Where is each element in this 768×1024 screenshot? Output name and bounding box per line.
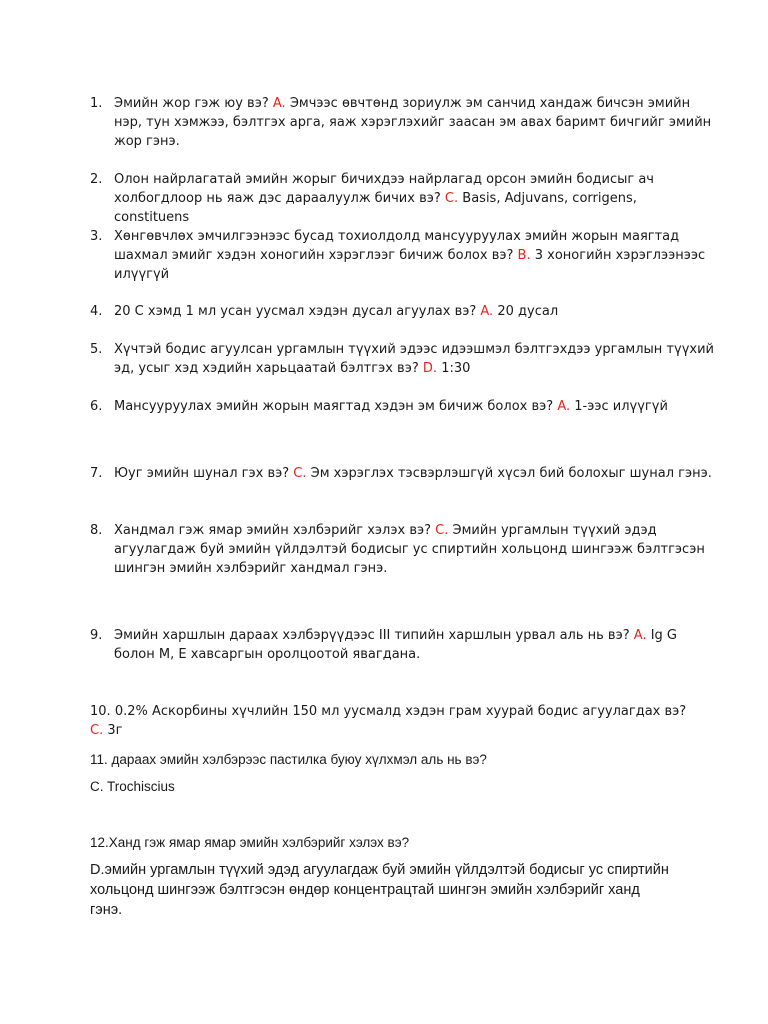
question-body: Мансууруулах эмийн жорын маягтад хэдэн эм бичиж болох вэ? [114,399,554,414]
answer-text: Эмчээс өвчтөнд зориулж эм санчид хандаж бичсэн эмийн нэр, тун хэмжээ, бэлтгэх арга, яаж хэрэглэхийг заасан эм авах баримт бичгийг эмийн жор гэнэ. [114,96,712,149]
answer-letter: A. [272,96,286,111]
answer-letter: A. [480,304,494,319]
question-number: 1. [90,96,103,111]
question-number: 9. [90,628,103,643]
question-number: 4. [90,304,103,319]
answer-text: D.эмийн ургамлын түүхий эдэд агуулагдаж буй эмийн үйлдэлтэй бодисыг ус спиртийн хольцонд шингээж бэлтгэсэн өндөр концентрацтай шингэн эмийн хэлбэрийг ханд гэнэ. [90,862,669,918]
question-body: 0.2% Аскорбины хүчлийн 150 мл уусмалд хэдэн грам хуурай бодис агуулагдах вэ? [114,704,687,719]
answer-letter: A. [557,399,571,414]
question-number: 2. [90,172,103,187]
answer-letter: C. [293,466,307,481]
answer-text: 20 дусал [497,304,559,319]
answer-letter: C. [435,523,449,538]
answer-text: Эм хэрэглэх тэсвэрлэшгүй хүсэл бий болохыг шунал гэнэ. [310,466,712,481]
question-text: 12.Ханд гэж ямар ямар эмийн хэлбэрийг хэлэх вэ? [90,835,410,850]
question-number: 5. [90,342,103,357]
question-number: 7. [90,466,103,481]
question-text [114,521,714,578]
question-body: Хүчтэй бодис агуулсан ургамлын түүхий эдээс идээшмэл бэлтгэхдээ ургамлын түүхий эд, усыг хэд хэдийн харьцаатай бэлтгэх вэ? [114,342,714,376]
question-number: 3. [90,229,103,244]
question-text [114,397,714,416]
question-text [114,340,714,378]
answer-text: 3г [107,723,123,738]
question-body: Эмийн жор гэж юу вэ? [114,96,269,111]
answer-text: C. Trochiscius [90,779,175,794]
answer-text: Basis, Adjuvans, corrigens, constituens [114,191,637,225]
question-text [114,94,714,151]
answer-letter: D. [422,361,438,376]
question-body: Юуг эмийн шунал гэх вэ? [114,466,290,481]
question-text [114,464,714,483]
question-text [114,626,714,664]
answer-letter: C. [90,723,104,738]
question-text [114,170,714,227]
answer-letter: A. [633,628,647,643]
question-number: 10. [90,704,111,719]
answer-text: Эмийн ургамлын түүхий эдэд агуулагдаж буй эмийн үйлдэлтэй бодисыг ус спиртийн хольцонд шингээж бэлтгэсэн шингэн эмийн хэлбэрийг хандмал гэнэ. [114,523,705,576]
question-text [114,227,714,284]
question-text: 11. дараах эмийн хэлбэрээс пастилка буюу хүлхмэл аль нь вэ? [90,752,487,767]
question-body: Хөнгөвчлөх эмчилгээнээс бусад тохиолдолд мансууруулах эмийн жорын маягтад шахмал эмийг хэдэн хоногийн хэрэглээг бичиж болох вэ? [114,229,680,263]
answer-text: 1:30 [441,361,471,376]
question-number: 6. [90,399,103,414]
answer-letter: B. [517,248,531,263]
question-text [114,302,714,321]
question-number: 8. [90,523,103,538]
question-body: 20 С хэмд 1 мл усан уусмал хэдэн дусал агуулах вэ? [114,304,477,319]
question-body: Олон найрлагатай эмийн жорыг бичихдээ найрлагад орсон эмийн бодисыг ач холбогдлоор нь яаж дэс дараалуулж бичих вэ? [114,172,654,206]
answer-text: Ig G болон M, E хавсаргын оролцоотой явагдана. [114,628,678,662]
answer-text: 3 хоногийн хэрэглээнээс илүүгүй [114,248,706,282]
question-body: Эмийн харшлын дараах хэлбэрүүдээс III типийн харшлын урвал аль нь вэ? [114,628,630,643]
question-body: Хандмал гэж ямар эмийн хэлбэрийг хэлэх вэ? [114,523,432,538]
answer-text: 1-ээс илүүгүй [574,399,668,414]
question-text [90,702,690,740]
answer-letter: C. [444,191,459,206]
